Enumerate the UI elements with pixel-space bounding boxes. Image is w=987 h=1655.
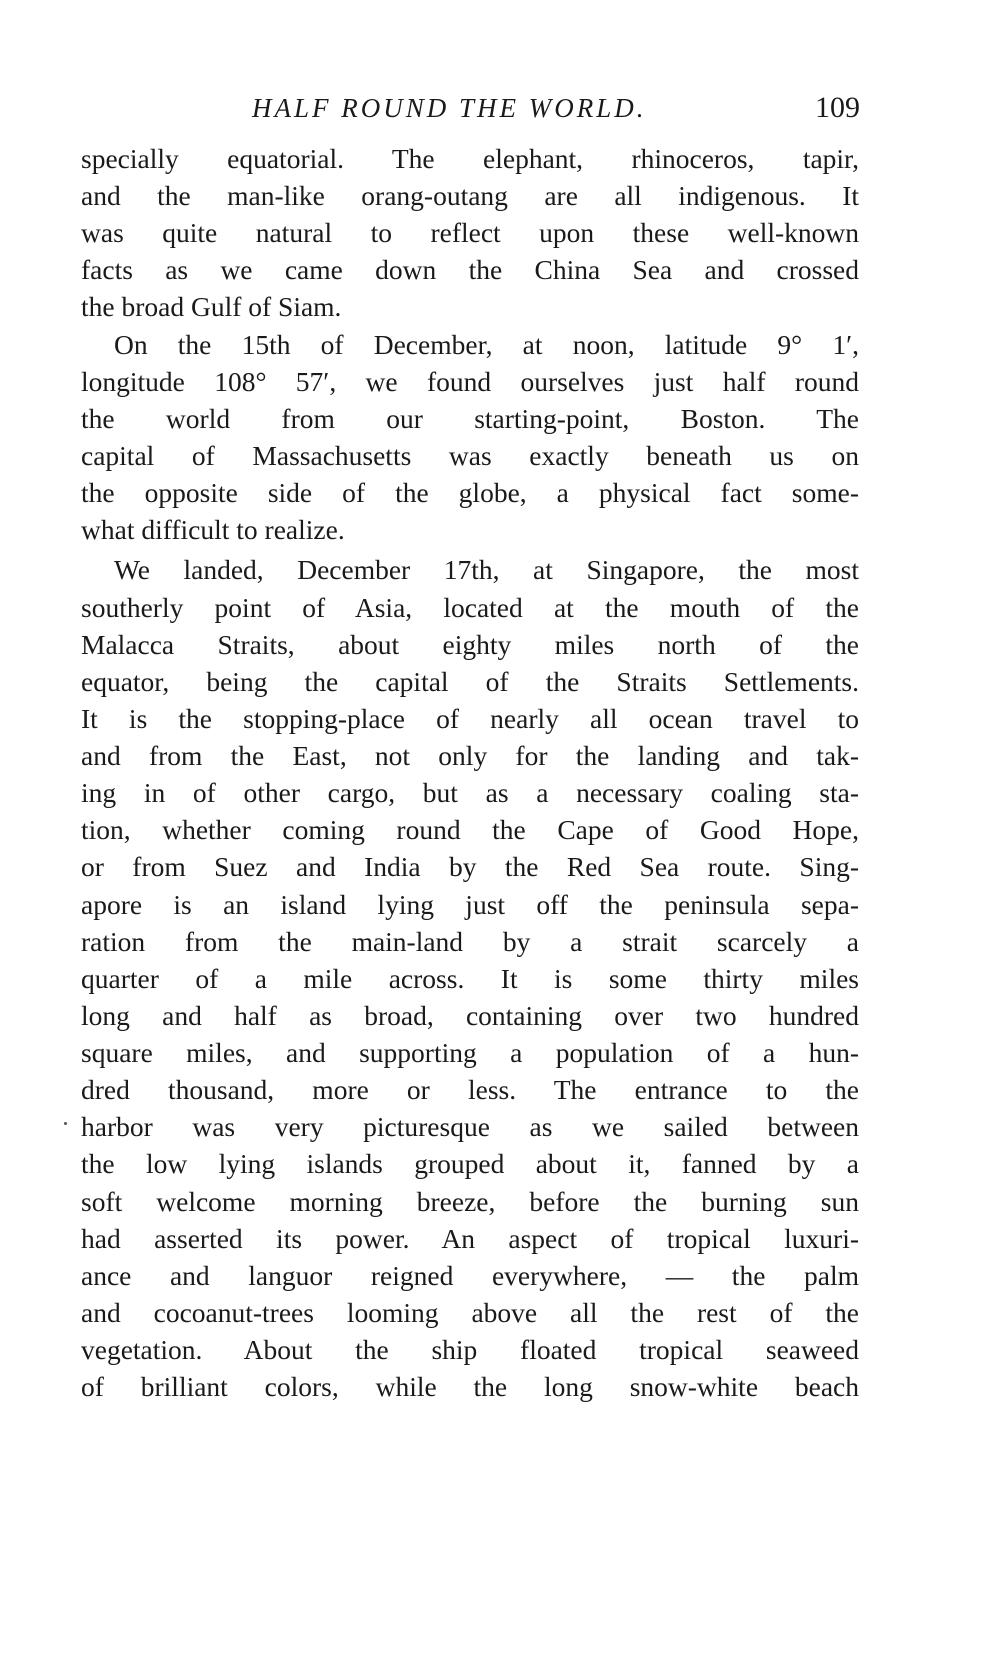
text-line: specially equatorial. The elephant, rhinoceros, tapir, [81,143,859,174]
text-line: harbor was very picturesque as we sailed between [81,1111,859,1142]
text-line: ance and languor reigned everywhere, — the palm [81,1260,859,1291]
text-line: Malacca Straits, about eighty miles north of the [81,629,859,660]
text-line: facts as we came down the China Sea and crossed [81,254,859,285]
text-line: the opposite side of the globe, a physical fact some- [81,477,859,508]
running-head [80,86,860,130]
paragraph-first-line: On the 15th of December, at noon, latitude 9° 1′, [114,329,859,360]
text-line: longitude 108° 57′, we found ourselves just half round [81,366,859,397]
running-title: HALF ROUND THE WORLD. [252,93,647,123]
text-line: had asserted its power. An aspect of tropical luxuri- [81,1223,859,1254]
text-line: southerly point of Asia, located at the mouth of the [81,592,859,623]
text-line: or from Suez and India by the Red Sea route. Sing- [81,851,859,882]
text-line: dred thousand, more or less. The entrance to the [81,1074,859,1105]
text-line: It is the stopping-place of nearly all ocean travel to [81,703,859,734]
text-line: of brilliant colors, while the long snow-white beach [81,1371,859,1402]
paragraph-first-line: We landed, December 17th, at Singapore, the most [114,554,859,585]
text-line: what difficult to realize. [81,514,345,545]
text-line: the low lying islands grouped about it, fanned by a [81,1148,859,1179]
text-line: equator, being the capital of the Straits Settlements. [81,666,859,697]
text-line: the broad Gulf of Siam. [81,291,342,322]
text-line: vegetation. About the ship floated tropical seaweed [81,1334,859,1365]
text-line: and from the East, not only for the landing and tak- [81,740,859,771]
text-line: soft welcome morning breeze, before the burning sun [81,1186,859,1217]
text-line: apore is an island lying just off the peninsula sepa- [81,889,859,920]
text-line: ing in of other cargo, but as a necessary coaling sta- [81,777,859,808]
text-line: the world from our starting-point, Boston. The [81,403,859,434]
text-line: capital of Massachusetts was exactly beneath us on [81,440,859,471]
text-line: was quite natural to reflect upon these well-known [81,217,859,248]
margin-mark [64,1122,67,1125]
text-line: ration from the main-land by a strait scarcely a [81,926,859,957]
text-line: square miles, and supporting a population of a hun- [81,1037,859,1068]
text-line: tion, whether coming round the Cape of Good Hope, [81,814,859,845]
page-number: 109 [815,91,860,124]
text-line: quarter of a mile across. It is some thirty miles [81,963,859,994]
text-line: and cocoanut-trees looming above all the rest of the [81,1297,859,1328]
text-line: and the man-like orang-outang are all indigenous. It [81,180,859,211]
text-line: long and half as broad, containing over two hundred [81,1000,859,1031]
